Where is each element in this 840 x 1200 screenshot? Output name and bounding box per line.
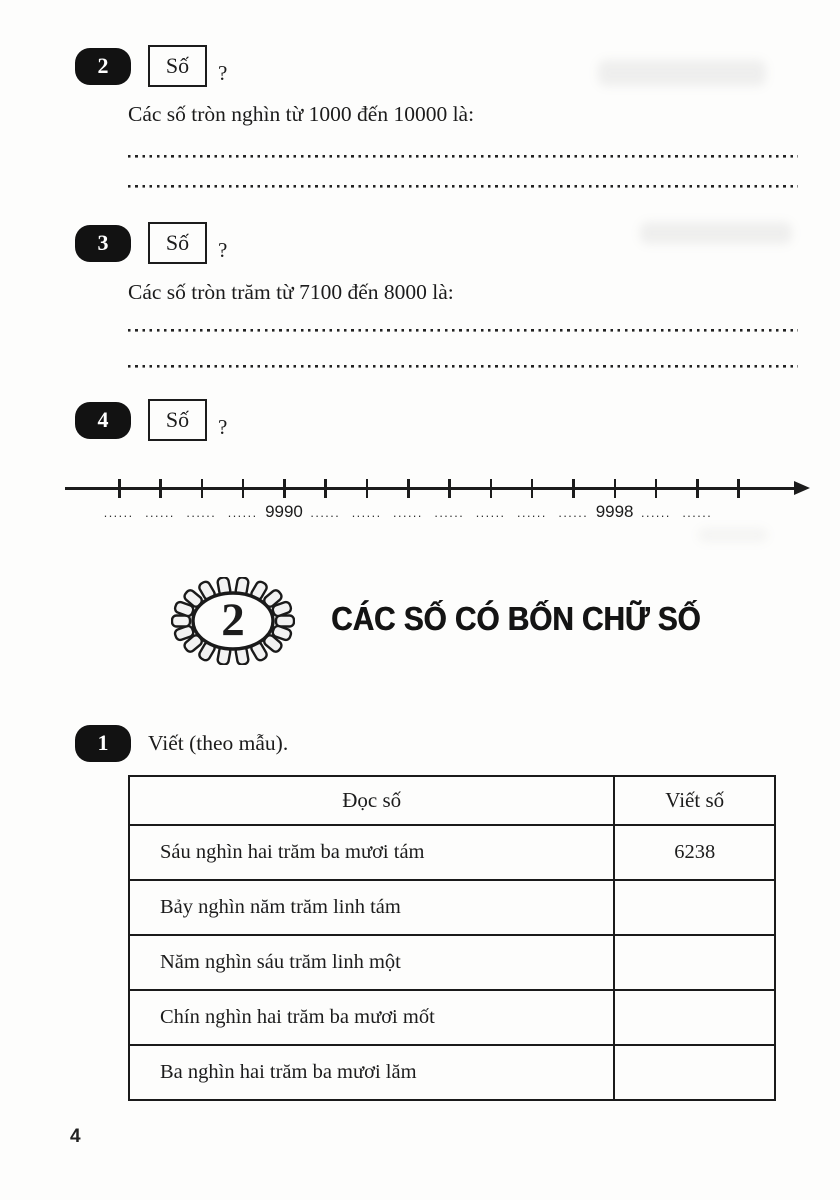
number-line-tick <box>407 479 410 498</box>
number-line-blank-label: ...... <box>393 506 423 520</box>
header-viet-so: Viết số <box>614 776 775 825</box>
doc-so-cell: Chín nghìn hai trăm ba mươi mốt <box>129 990 614 1045</box>
scan-bleed-artifact <box>598 60 766 86</box>
scan-bleed-artifact <box>698 528 768 542</box>
exercise-1-prompt: Viết (theo mẫu). <box>148 730 289 755</box>
number-line-tick <box>490 479 493 498</box>
number-line-value-label: 9990 <box>265 502 303 521</box>
answer-dotted-line <box>128 170 798 188</box>
table-row <box>129 935 775 990</box>
viet-so-cell: 6238 <box>614 825 775 880</box>
exercise-2-header <box>75 44 227 88</box>
number-line-blank-label: ...... <box>145 506 175 520</box>
so-box-label: Số <box>165 53 190 78</box>
doc-so-cell: Ba nghìn hai trăm ba mươi lăm <box>129 1045 614 1100</box>
number-line-blank-label: ...... <box>310 506 341 520</box>
exercise-4-header <box>75 398 227 442</box>
number-line-blank-label: ...... <box>351 506 382 520</box>
number-line-ticks <box>118 479 740 498</box>
exercise-2-so-box <box>148 45 207 87</box>
badge-label: 3 <box>97 230 109 255</box>
question-mark: ? <box>218 61 228 85</box>
table-header-row <box>129 776 775 825</box>
so-box-label: Số <box>165 407 190 432</box>
exercise-3-number-badge <box>75 225 131 262</box>
exercise-3-prompt: Các số tròn trăm từ 7100 đến 8000 là: <box>128 280 454 304</box>
number-line-tick <box>655 479 658 498</box>
table-row <box>129 825 775 880</box>
scan-bleed-artifact <box>640 222 792 244</box>
exercise-1-number-badge <box>75 725 131 762</box>
number-line-blank-label: ...... <box>641 506 671 520</box>
number-line-tick <box>614 479 617 498</box>
viet-so-cell <box>614 935 775 990</box>
section-flower-badge <box>171 577 295 665</box>
answer-dotted-line <box>128 140 798 158</box>
table-row <box>129 1045 775 1100</box>
number-line-tick <box>324 479 327 498</box>
viet-so-cell <box>614 880 775 935</box>
question-mark: ? <box>218 415 228 439</box>
number-line-blank-label: ...... <box>475 506 506 520</box>
number-line-tick <box>448 479 451 498</box>
number-line-blank-label: ...... <box>517 506 547 520</box>
doc-so-cell: Sáu nghìn hai trăm ba mươi tám <box>129 825 614 880</box>
number-line-tick <box>242 479 245 498</box>
number-line-blank-label: ...... <box>103 506 134 520</box>
exercise-2-prompt: Các số tròn nghìn từ 1000 đến 10000 là: <box>128 102 475 126</box>
number-line-blank-label: ...... <box>186 506 217 520</box>
header-doc-so: Đọc số <box>129 776 614 825</box>
so-box-label: Số <box>165 230 190 255</box>
number-line-tick <box>159 479 162 498</box>
number-line-labels <box>98 502 718 522</box>
number-line-blank-label: ...... <box>682 506 713 520</box>
number-line-tick <box>366 479 369 498</box>
number-line-blank-label: ...... <box>558 506 589 520</box>
exercise-3-header <box>75 221 227 265</box>
badge-label: 4 <box>97 407 109 432</box>
badge-label: 1 <box>97 730 109 755</box>
section-title: CÁC SỐ CÓ BỐN CHỮ SỐ <box>331 600 701 637</box>
exercise-2-number-badge <box>75 48 131 85</box>
number-line-tick <box>696 479 699 498</box>
answer-dotted-line <box>128 350 798 368</box>
number-line-blank-label: ...... <box>434 506 465 520</box>
exercise-4-number-badge <box>75 402 131 439</box>
table-row <box>129 880 775 935</box>
number-line-tick <box>283 479 286 498</box>
viet-so-cell <box>614 990 775 1045</box>
exercise-3-so-box <box>148 222 207 264</box>
section-number: 2 <box>221 594 245 646</box>
number-line-value-label: 9998 <box>595 502 634 521</box>
doc-so-cell: Năm nghìn sáu trăm linh một <box>129 935 614 990</box>
number-line-blank-label: ...... <box>227 506 258 520</box>
number-line-tick <box>118 479 121 498</box>
number-line-tick <box>531 479 534 498</box>
question-mark: ? <box>218 238 228 262</box>
number-line <box>65 455 825 527</box>
badge-label: 2 <box>97 53 109 78</box>
number-line-tick <box>201 479 204 498</box>
exercise-4-so-box <box>148 399 207 441</box>
answer-dotted-line <box>128 314 798 332</box>
viet-so-cell <box>614 1045 775 1100</box>
number-line-arrow-icon <box>794 481 810 495</box>
read-write-number-table <box>128 775 776 1101</box>
table-row <box>129 990 775 1045</box>
number-line-tick <box>737 479 740 498</box>
number-line-tick <box>572 479 575 498</box>
exercise-1-header <box>75 721 288 765</box>
page-number: 4 <box>70 1126 81 1147</box>
doc-so-cell: Bảy nghìn năm trăm linh tám <box>129 880 614 935</box>
table-body <box>129 825 775 1100</box>
